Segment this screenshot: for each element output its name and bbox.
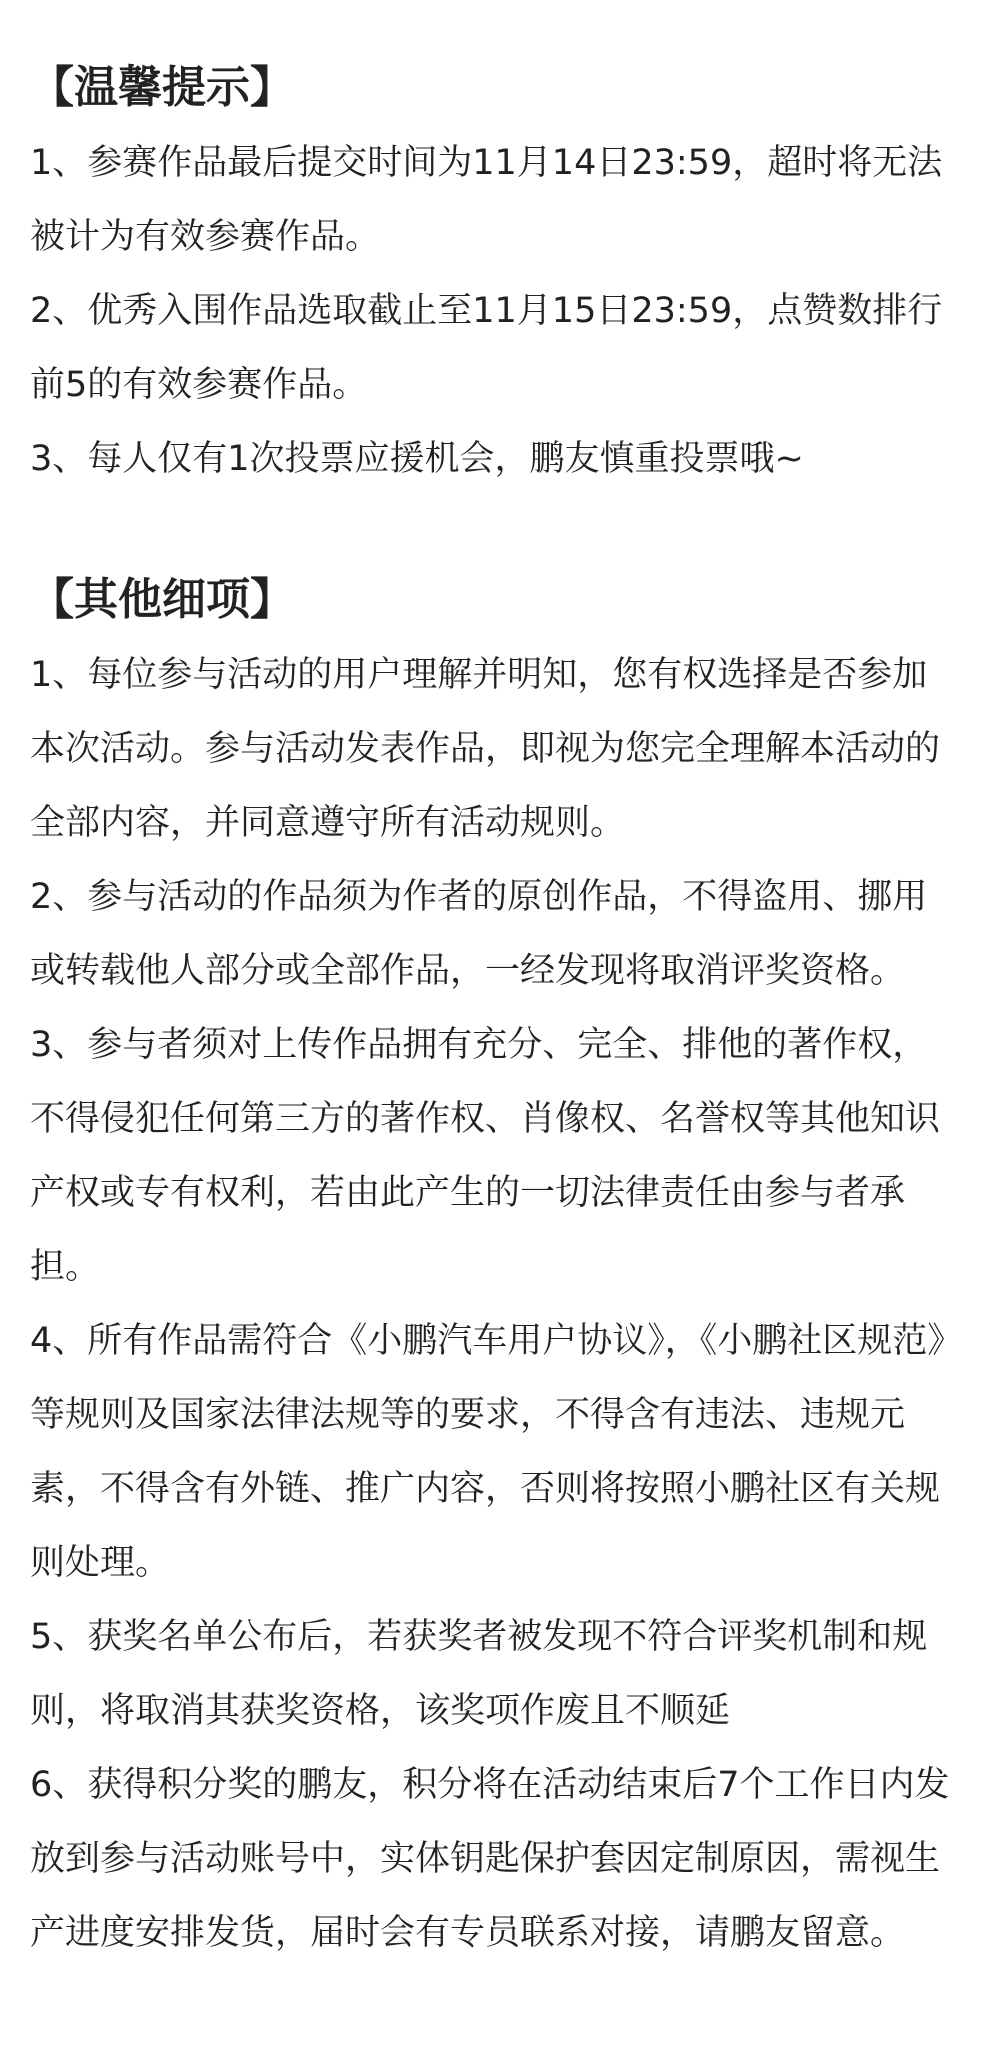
tips-title: 【温馨提示】	[30, 62, 294, 113]
detail-item: 2、参与活动的作品须为作者的原创作品，不得盗用、挪用或转载他人部分或全部作品，一经发现将取消评奖资格。	[30, 877, 928, 991]
detail-item: 5、获奖名单公布后，若获奖者被发现不符合评奖机制和规则，将取消其获奖资格，该奖项作废且不顺延	[30, 1617, 928, 1731]
details-section	[30, 562, 959, 1970]
detail-item: 1、每位参与活动的用户理解并明知，您有权选择是否参加本次活动。参与活动发表作品，即视为您完全理解本活动的全部内容，并同意遵守所有活动规则。	[30, 655, 941, 843]
detail-item: 3、参与者须对上传作品拥有充分、完全、排他的著作权，不得侵犯任何第三方的著作权、肖像权、名誉权等其他知识产权或专有权利，若由此产生的一切法律责任由参与者承担。	[30, 1025, 941, 1287]
detail-item: 4、所有作品需符合《小鹏汽车用户协议》，《小鹏社区规范》等规则及国家法律法规等的要求，不得含有违法、违规元素，不得含有外链、推广内容，否则将按照小鹏社区有关规则处理。	[30, 1321, 945, 1583]
details-title: 【其他细项】	[30, 574, 294, 625]
tips-section	[30, 50, 959, 496]
tip-item: 3、每人仅有1次投票应援机会，鹏友慎重投票哦~	[30, 439, 804, 479]
detail-item: 6、获得积分奖的鹏友，积分将在活动结束后7个工作日内发放到参与活动账号中，实体钥匙保护套因定制原因，需视生产进度安排发货，届时会有专员联系对接，请鹏友留意。	[30, 1765, 950, 1953]
tip-item: 1、参赛作品最后提交时间为11月14日23:59，超时将无法被计为有效参赛作品。	[30, 143, 943, 257]
tip-item: 2、优秀入围作品选取截止至11月15日23:59，点赞数排行前5的有效参赛作品。	[30, 291, 943, 405]
